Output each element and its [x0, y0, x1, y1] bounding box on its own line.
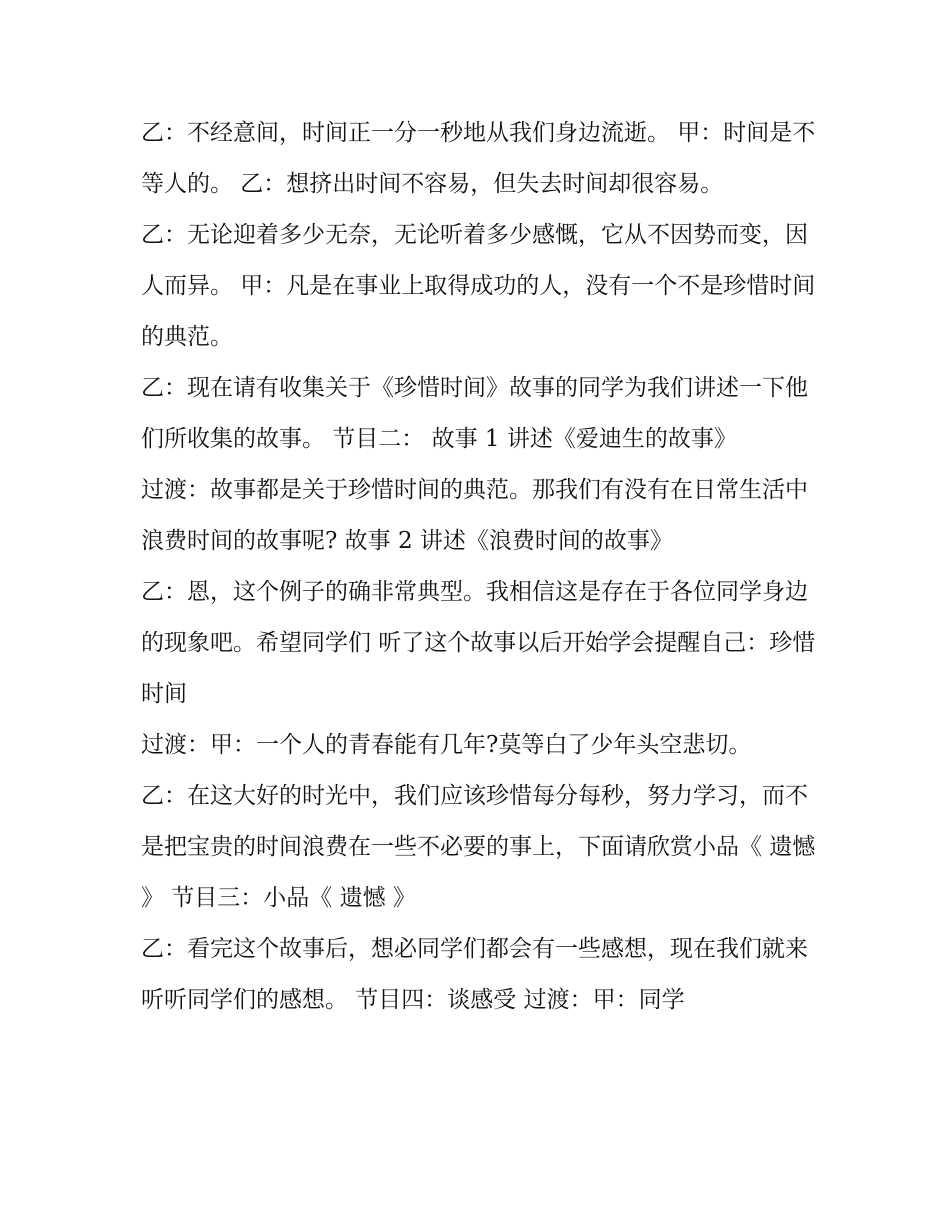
paragraph: 乙：现在请有收集关于《珍惜时间》故事的同学为我们讲述一下他们所收集的故事。 节目二： 故事 1 讲述《爱迪生的故事》: [141, 375, 808, 452]
paragraph: 乙：恩，这个例子的确非常典型。我相信这是存在于各位同学身边的现象吧。希望同学们 听了这个故事以后开始学会提醒自己：珍惜时间: [141, 579, 816, 707]
paragraph: 乙：看完这个故事后，想必同学们都会有一些感想，现在我们就来听听同学们的感想。 节目四：谈感受 过渡：甲：同学: [141, 936, 808, 1013]
paragraph: 乙：在这大好的时光中，我们应该珍惜每分每秒，努力学习，而不是把宝贵的时间浪费在一些不必要的事上，下面请欣赏小品《 遗憾 》 节目三：小品《 遗憾 》: [141, 783, 816, 911]
paragraph: 乙：不经意间，时间正一分一秒地从我们身边流逝。 甲：时间是不等人的。 乙：想挤出时间不容易，但失去时间却很容易。: [141, 120, 816, 197]
paragraph: 乙：无论迎着多少无奈，无论听着多少感慨，它从不因势而变，因人而异。 甲：凡是在事业上取得成功的人，没有一个不是珍惜时间的典范。: [141, 222, 816, 350]
paragraph: 过渡：故事都是关于珍惜时间的典范。那我们有没有在日常生活中浪费时间的故事呢? 故事 2 讲述《浪费时间的故事》: [141, 477, 808, 554]
document-body: [141, 108, 821, 1026]
paragraph: 过渡：甲：一个人的青春能有几年?莫等白了少年头空悲切。: [141, 732, 752, 758]
